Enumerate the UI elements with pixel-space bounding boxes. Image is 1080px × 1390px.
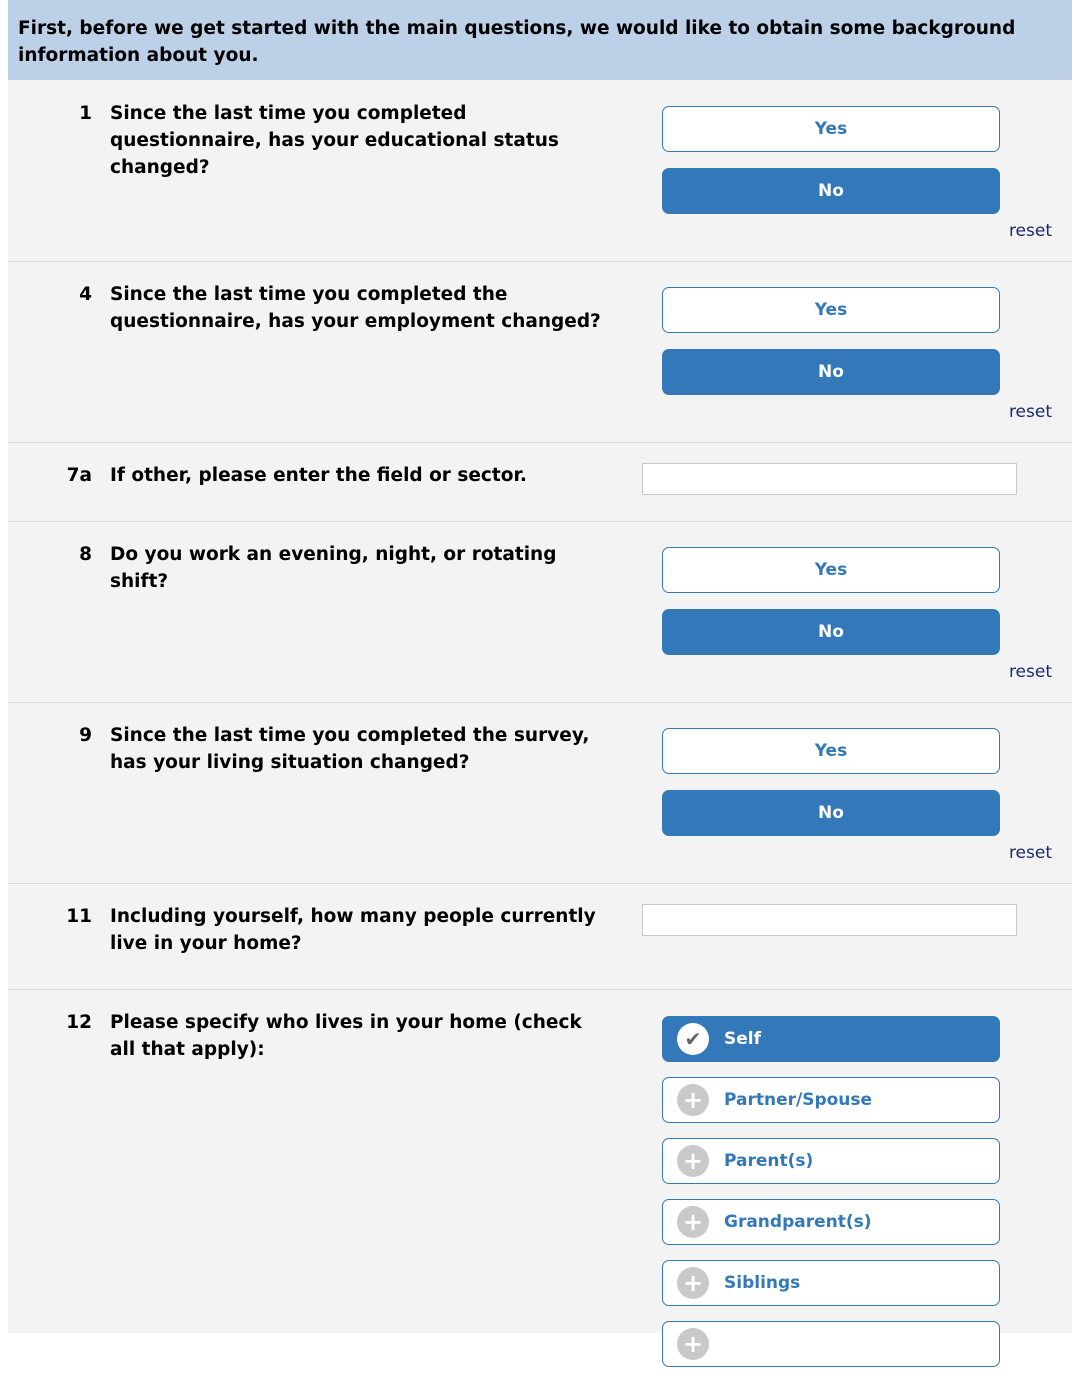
household-count-input[interactable] (642, 904, 1017, 936)
question-text: Since the last time you completed the survey, has your living situation changed? (110, 725, 590, 773)
question-row (8, 522, 1072, 703)
question-text: Do you work an evening, night, or rotating shift? (110, 544, 557, 592)
question-row (8, 80, 1072, 262)
question-row (8, 443, 1072, 522)
field-sector-input[interactable] (642, 463, 1017, 495)
reset-link[interactable]: reset (1008, 221, 1052, 241)
question-row (8, 703, 1072, 884)
question-row (8, 990, 1072, 1390)
yes-button[interactable]: Yes (662, 287, 1000, 333)
question-number: 1 (79, 103, 92, 124)
question-number: 4 (79, 284, 92, 305)
checkbox-label: Grandparent(s) (724, 1212, 872, 1232)
no-button[interactable]: No (662, 349, 1000, 395)
question-text: Since the last time you completed questionnaire, has your educational status changed? (110, 103, 559, 178)
question-text: Please specify who lives in your home (check all that apply): (110, 1012, 582, 1060)
question-number: 11 (66, 906, 92, 927)
reset-link[interactable]: reset (1008, 402, 1052, 422)
yes-button[interactable]: Yes (662, 728, 1000, 774)
question-row (8, 262, 1072, 443)
checkbox-more-partial[interactable] (662, 1321, 1000, 1367)
check-icon: ✔ (677, 1023, 709, 1055)
yes-button[interactable]: Yes (662, 106, 1000, 152)
reset-link[interactable]: reset (1008, 662, 1052, 682)
plus-icon: + (677, 1206, 709, 1238)
question-number: 7a (66, 465, 92, 486)
question-number: 8 (79, 544, 92, 565)
question-number: 9 (79, 725, 92, 746)
reset-link[interactable]: reset (1008, 843, 1052, 863)
plus-icon: + (677, 1145, 709, 1177)
question-text: Including yourself, how many people currently live in your home? (110, 906, 596, 954)
section-intro: First, before we get started with the main questions, we would like to obtain some background information about you. (8, 0, 1072, 80)
checkbox-parents[interactable] (662, 1138, 1000, 1184)
yes-button[interactable]: Yes (662, 547, 1000, 593)
checkbox-partner-spouse[interactable] (662, 1077, 1000, 1123)
no-button[interactable]: No (662, 609, 1000, 655)
checkbox-label: Parent(s) (724, 1151, 814, 1171)
no-button[interactable]: No (662, 168, 1000, 214)
checkbox-self[interactable] (662, 1016, 1000, 1062)
checkbox-grandparents[interactable] (662, 1199, 1000, 1245)
plus-icon: + (677, 1328, 709, 1360)
question-number: 12 (66, 1012, 92, 1033)
question-row (8, 884, 1072, 990)
checkbox-label: Siblings (724, 1273, 801, 1293)
question-text: If other, please enter the field or sector. (110, 465, 527, 486)
survey-page (8, 0, 1072, 1358)
no-button[interactable]: No (662, 790, 1000, 836)
checkbox-label: Partner/Spouse (724, 1090, 873, 1110)
checkbox-siblings[interactable] (662, 1260, 1000, 1306)
plus-icon: + (677, 1267, 709, 1299)
plus-icon: + (677, 1084, 709, 1116)
question-text: Since the last time you completed the questionnaire, has your employment changed? (110, 284, 601, 332)
checkbox-label: Self (724, 1029, 761, 1049)
